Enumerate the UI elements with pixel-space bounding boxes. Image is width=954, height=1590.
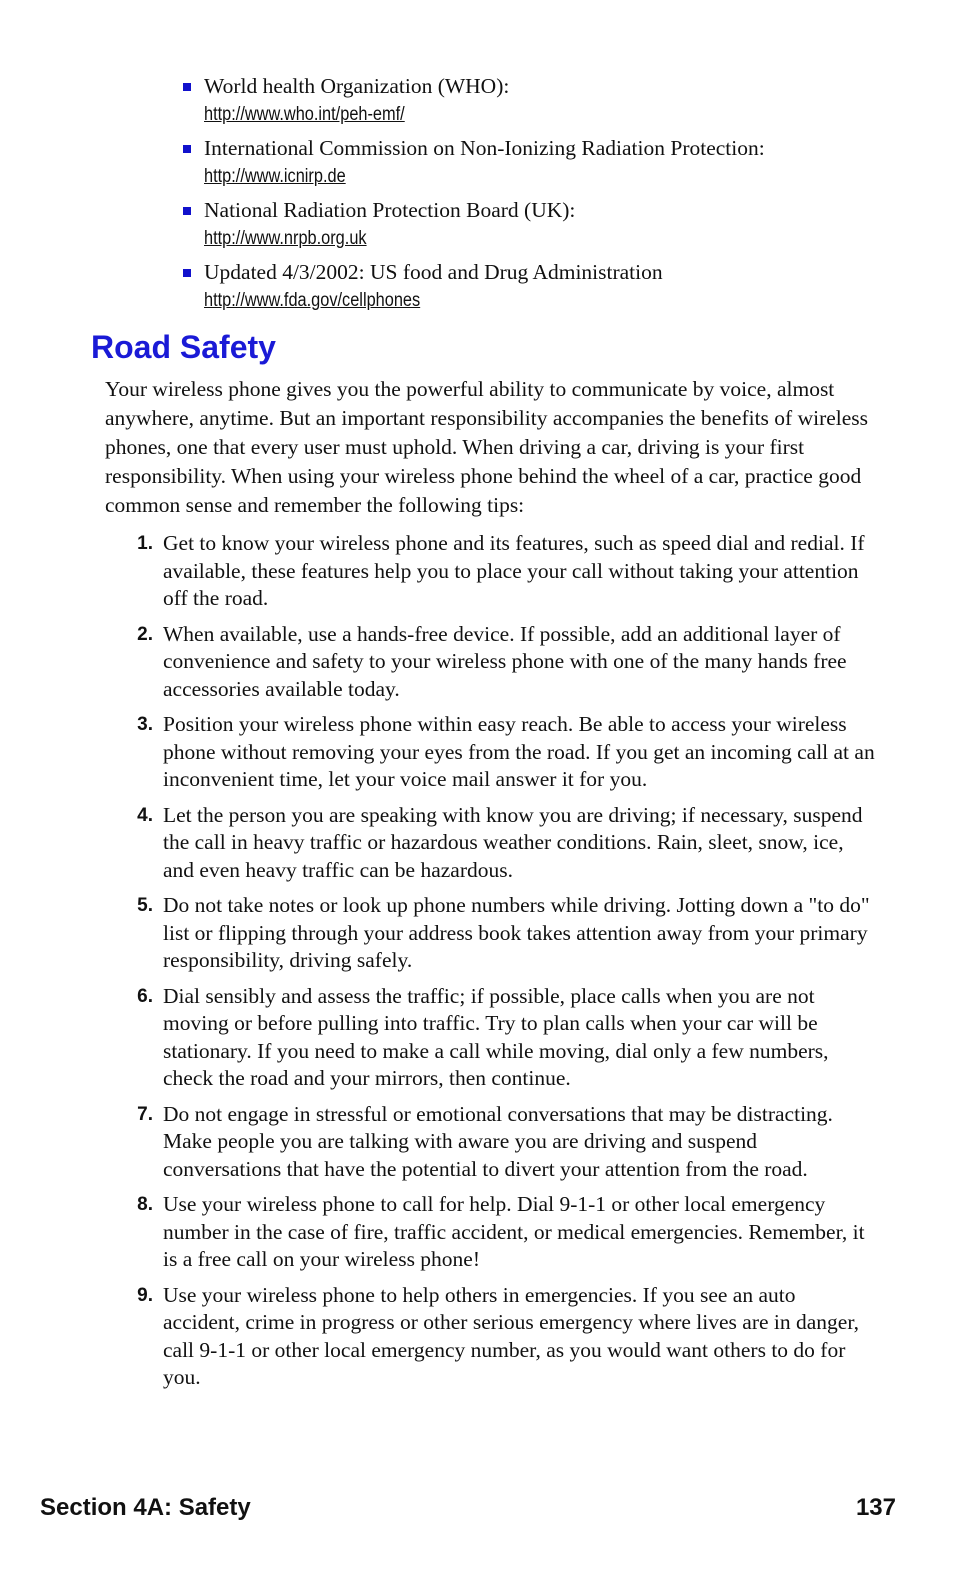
tip-item (105, 711, 875, 794)
resource-list (183, 72, 883, 320)
tip-number: 5. (137, 895, 153, 916)
tip-item (105, 983, 875, 1093)
square-bullet-icon (183, 269, 191, 277)
list-item (183, 72, 883, 128)
resource-name: National Radiation Protection Board (UK): (204, 198, 576, 222)
tip-text: Do not engage in stressful or emotional conversations that may be distracting. Make people you are talking with aware you are driving and suspend conversations that have the potential to divert your attention from the road. (163, 1101, 833, 1181)
square-bullet-icon (183, 83, 191, 91)
resource-link[interactable]: http://www.fda.gov/cellphones (204, 290, 421, 311)
tip-number: 7. (137, 1103, 153, 1125)
tip-number: 9. (137, 1284, 153, 1306)
tip-number: 2. (137, 623, 153, 645)
list-item (183, 196, 883, 252)
tip-text: Do not take notes or look up phone numbers while driving. Jotting down a "to do" list or flipping through your address book takes attention away from your primary responsibility, driving safely. (163, 893, 870, 972)
square-bullet-icon (183, 145, 191, 153)
footer-section-label: Section 4A: Safety (40, 1494, 251, 1521)
tip-text: Use your wireless phone to help others in emergencies. If you see an auto accident, crime in progress or other serious emergency where lives are in danger, call 9-1-1 or other local emergency number, as you would want others to do for you. (163, 1282, 860, 1389)
tip-number: 3. (137, 714, 153, 735)
page-number: 137 (855, 1494, 896, 1521)
resource-link[interactable]: http://www.icnirp.de (204, 166, 346, 187)
tip-number: 6. (137, 985, 153, 1007)
resource-name: Updated 4/3/2002: US food and Drug Administration (204, 260, 663, 284)
intro-paragraph: Your wireless phone gives you the powerful ability to communicate by voice, almost anywhere, anytime. But an important responsibility accompanies the benefits of wireless phones, one that every user must uphold. When driving a car, driving is your first responsibility. When using your wireless phone behind the wheel of a car, practice good common sense and remember the following tips: (105, 377, 869, 517)
tip-number: 4. (137, 804, 153, 826)
tip-number: 1. (137, 533, 153, 554)
resource-name: World health Organization (WHO): (204, 74, 510, 98)
tips-list (105, 530, 875, 1400)
square-bullet-icon (183, 207, 191, 215)
tip-text: Dial sensibly and assess the traffic; if possible, place calls when you are not moving or before pulling into traffic. Try to plan calls when your car will be stationary. If you need to make a call while moving, dial only a few numbers, check the road and your mirrors, then continue. (163, 983, 829, 1090)
tip-number: 8. (137, 1194, 153, 1215)
resource-link[interactable]: http://www.nrpb.org.uk (204, 228, 367, 249)
tip-text: When available, use a hands-free device. If possible, add an additional layer of convenience and safety to your wireless phone with one of the many hands free accessories available today. (163, 621, 847, 701)
tip-item (105, 1191, 875, 1274)
tip-item (105, 892, 875, 975)
tip-item (105, 1101, 875, 1184)
resource-link[interactable]: http://www.who.int/peh-emf/ (204, 104, 405, 125)
list-item (183, 258, 883, 314)
tip-item (105, 621, 875, 704)
tip-text: Let the person you are speaking with know you are driving; if necessary, suspend the call in heavy traffic or hazardous weather conditions. Rain, sleet, snow, ice, and even heavy traffic can be hazardous. (163, 802, 863, 882)
tip-text: Position your wireless phone within easy reach. Be able to access your wireless phone without removing your eyes from the road. If you get an incoming call at an inconvenient time, let your voice mail answer it for you. (163, 712, 875, 791)
section-heading: Road Safety (91, 329, 276, 365)
resource-name: International Commission on Non-Ionizing Radiation Protection: (204, 136, 765, 160)
tip-text: Get to know your wireless phone and its features, such as speed dial and redial. If available, these features help you to place your call without taking your attention off the road. (163, 531, 865, 610)
tip-item (105, 530, 875, 613)
list-item (183, 134, 883, 190)
tip-item (105, 1282, 875, 1392)
tip-item (105, 802, 875, 885)
tip-text: Use your wireless phone to call for help. Dial 9-1-1 or other local emergency number in the case of fire, traffic accident, or medical emergencies. Remember, it is a free call on your wireless phone! (163, 1192, 865, 1271)
